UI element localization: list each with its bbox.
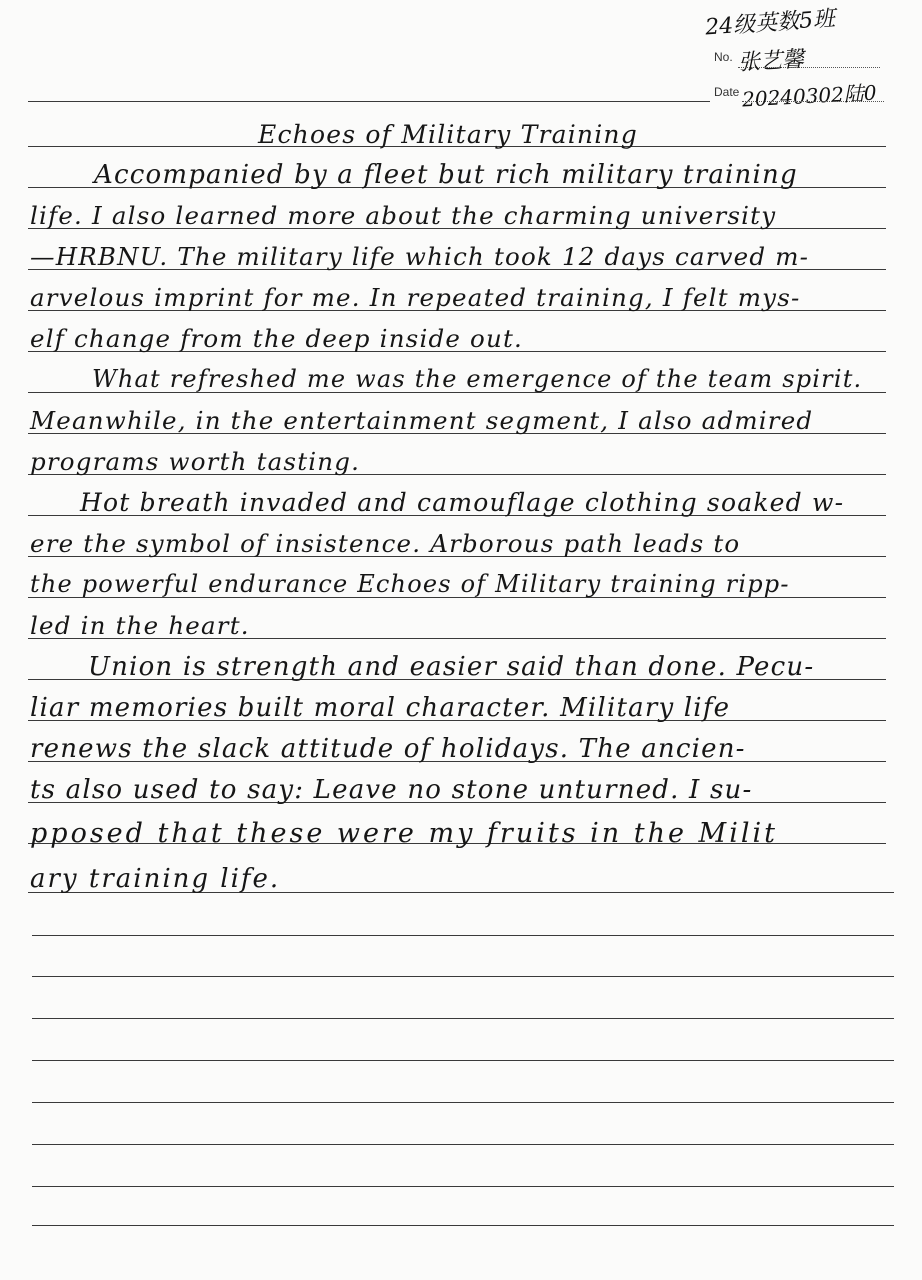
no-label: No.: [714, 50, 733, 64]
essay-line: —HRBNU. The military life which took 12 days carved m-: [30, 242, 810, 271]
essay-line: led in the heart.: [30, 611, 250, 640]
essay-line: Meanwhile, in the entertainment segment, I also admired: [30, 406, 814, 435]
rule-line: [28, 101, 710, 102]
essay-line: arvelous imprint for me. In repeated training, I felt mys-: [30, 283, 801, 312]
essay-line: Hot breath invaded and camouflage clothing soaked w-: [80, 488, 845, 517]
essay-line: elf change from the deep inside out.: [30, 324, 524, 353]
rule-line: [32, 1186, 894, 1187]
essay-line: liar memories built moral character. Military life: [30, 693, 731, 723]
rule-line: [32, 1018, 894, 1019]
essay-line: ere the symbol of insistence. Arborous path leads to: [30, 529, 741, 558]
date-underline: [742, 101, 884, 102]
essay-line: renews the slack attitude of holidays. The ancien-: [30, 734, 746, 764]
essay-line: the powerful endurance Echoes of Military training ripp-: [30, 570, 790, 598]
essay-line: What refreshed me was the emergence of the team spirit.: [92, 365, 863, 393]
essay-line: Union is strength and easier said than done. Pecu-: [88, 652, 815, 682]
essay-line: ary training life.: [30, 864, 281, 894]
no-value: 张艺馨: [737, 47, 805, 76]
essay-line: ts also used to say: Leave no stone unturned. I su-: [30, 775, 753, 805]
rule-line: [32, 1102, 894, 1103]
essay-title: Echoes of Military Training: [258, 120, 638, 149]
no-underline: [738, 67, 880, 68]
rule-line: [32, 976, 894, 977]
class-label: 24级英数5班: [704, 6, 836, 41]
essay-line: programs worth tasting.: [30, 447, 361, 476]
rule-line: [32, 935, 894, 936]
rule-line: [32, 1144, 894, 1145]
rule-line: [32, 1225, 894, 1226]
essay-line: Accompanied by a fleet but rich military training: [94, 160, 798, 190]
essay-line: pposed that these were my fruits in the Milit: [30, 818, 778, 849]
date-value: 20240302陆0: [741, 80, 878, 112]
essay-line: life. I also learned more about the charming university: [30, 201, 777, 230]
rule-line: [32, 1060, 894, 1061]
date-label: Date: [714, 85, 740, 99]
